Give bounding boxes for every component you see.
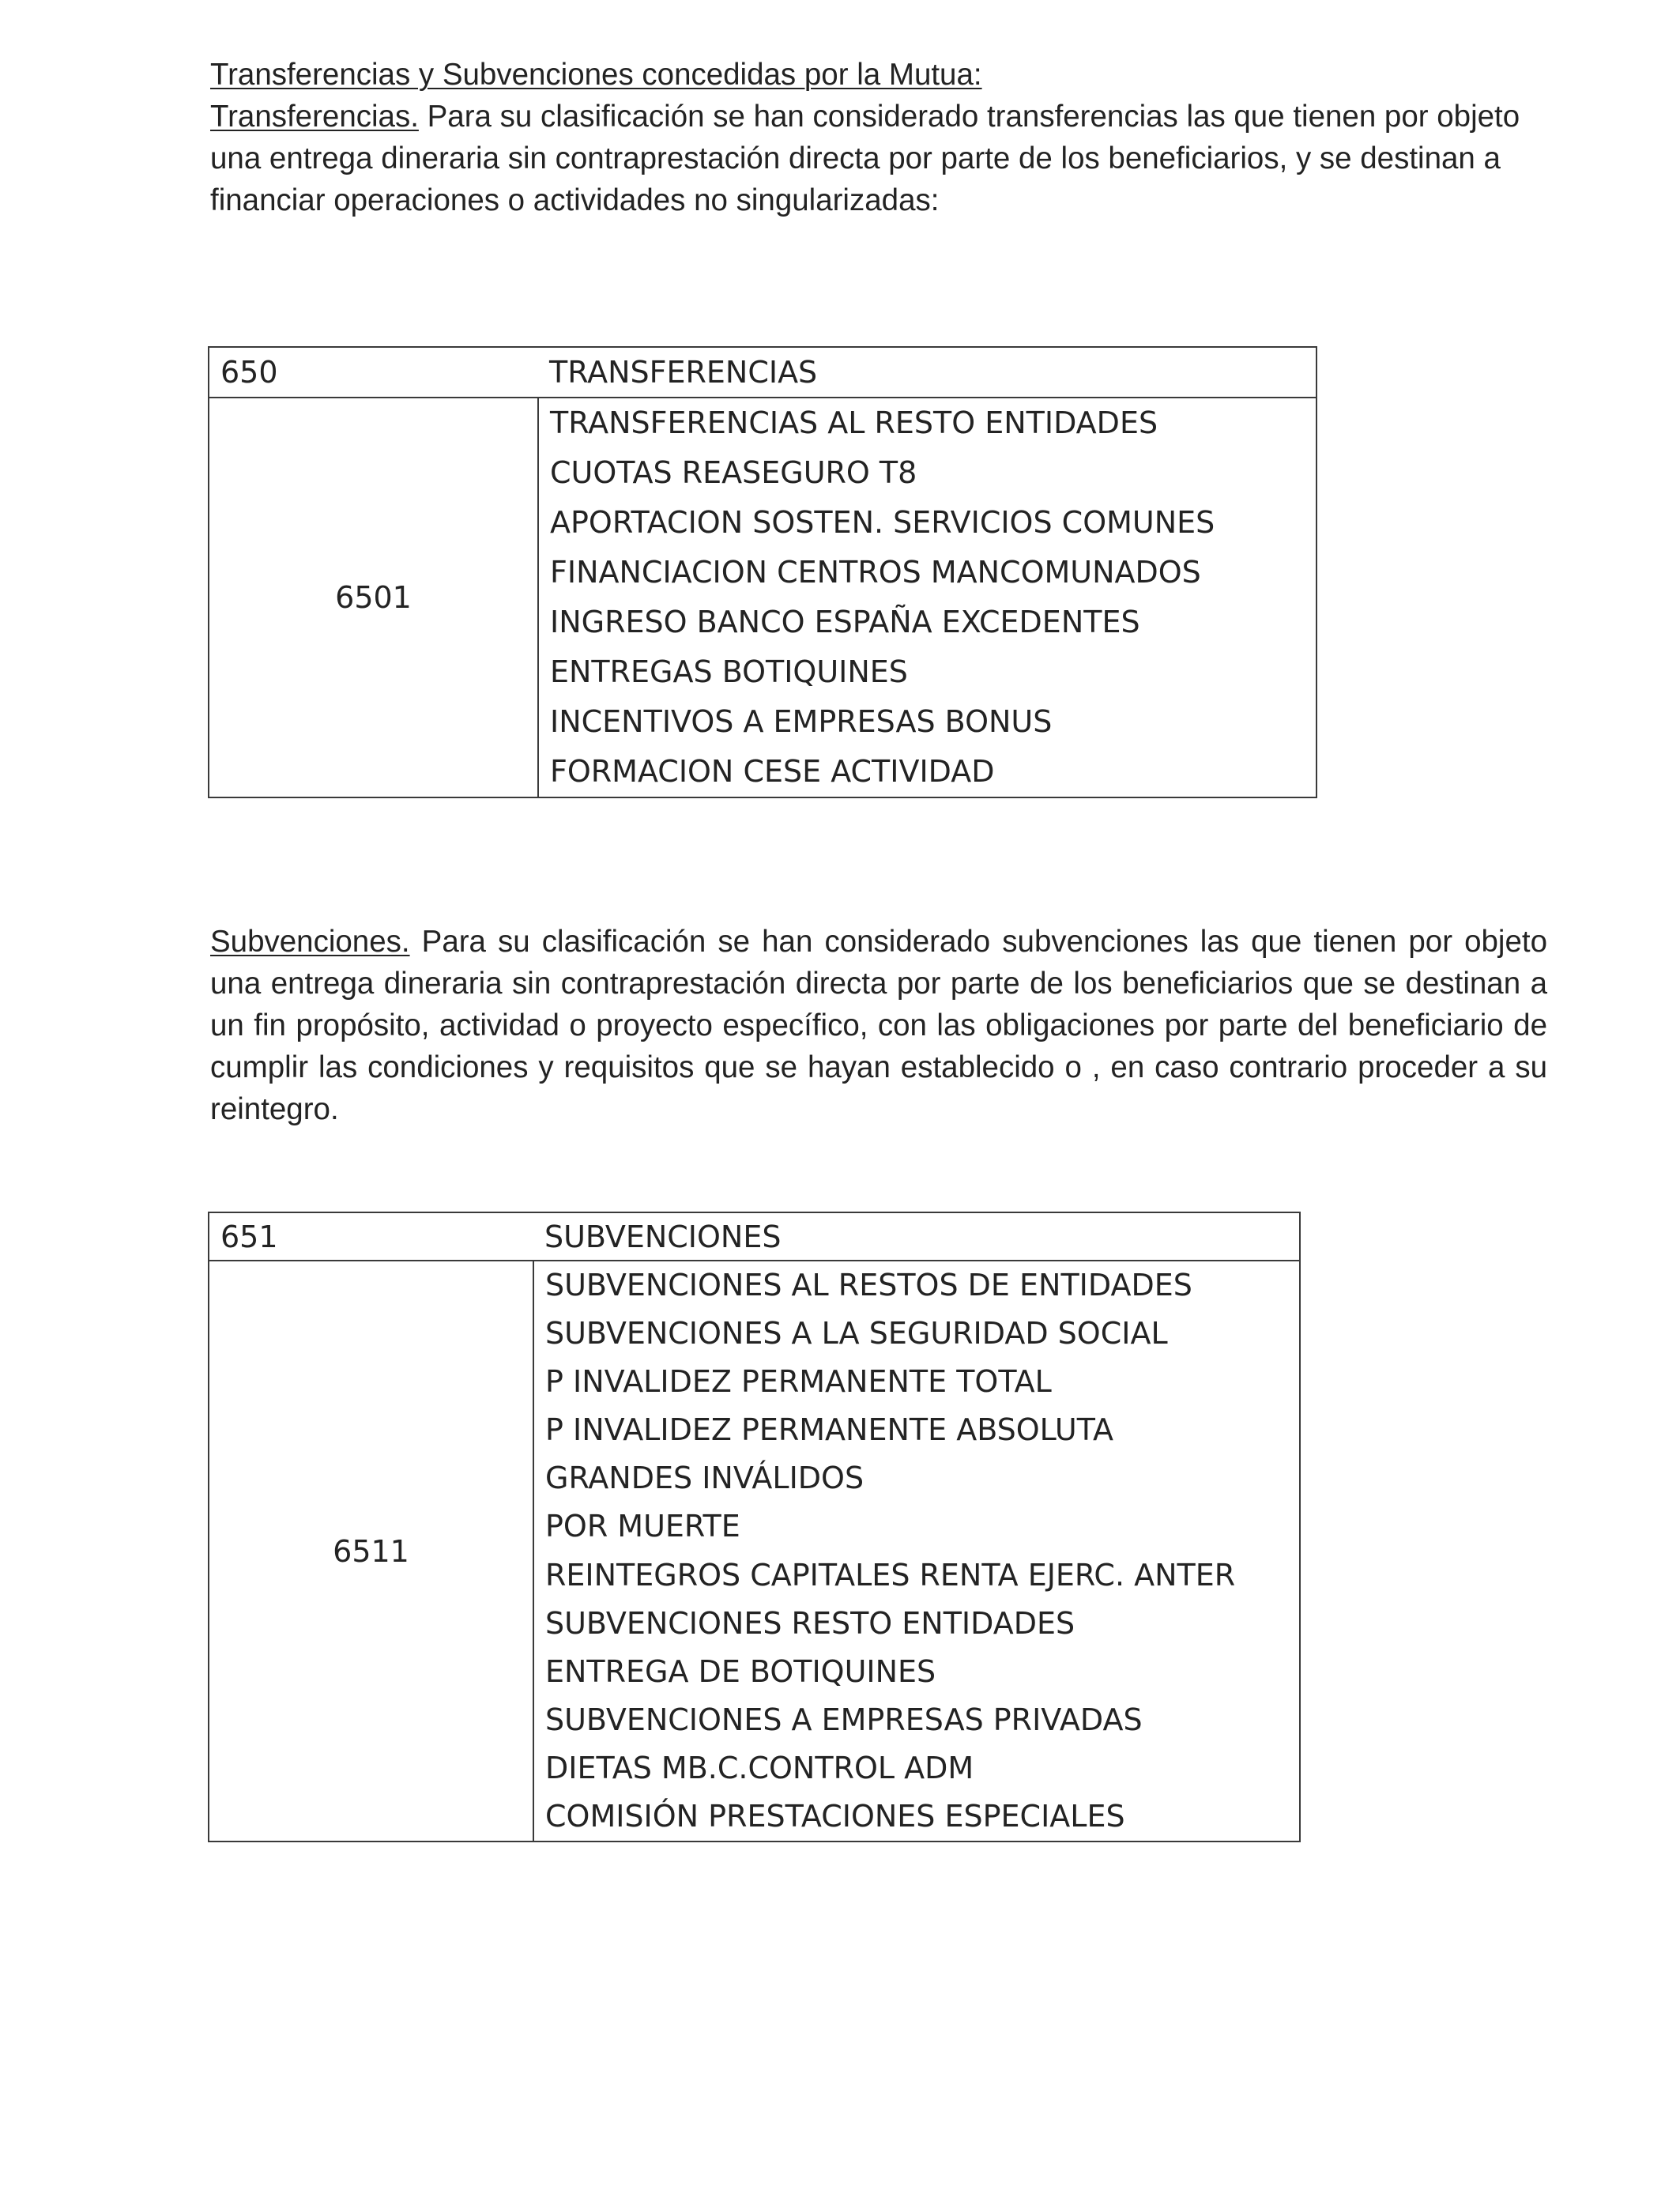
list-item: APORTACION SOSTEN. SERVICIOS COMUNES [550, 505, 1215, 540]
list-item: P INVALIDEZ PERMANENTE ABSOLUTA [545, 1412, 1113, 1448]
list-item: SUBVENCIONES A LA SEGURIDAD SOCIAL [545, 1316, 1168, 1351]
table-header-row [209, 347, 1317, 398]
subaccount-code: 6501 [209, 398, 538, 797]
account-title: TRANSFERENCIAS [538, 347, 1317, 398]
list-item: ENTREGA DE BOTIQUINES [545, 1653, 936, 1689]
account-title: SUBVENCIONES [533, 1212, 1300, 1261]
list-item: ENTREGAS BOTIQUINES [550, 654, 908, 689]
table-row [209, 398, 1317, 797]
subvenciones-table [208, 1212, 1301, 1842]
list-item: REINTEGROS CAPITALES RENTA EJERC. ANTER [545, 1557, 1236, 1593]
list-item: COMISIÓN PRESTACIONES ESPECIALES [545, 1799, 1125, 1834]
subvenciones-intro [210, 921, 1547, 1130]
list-item: SUBVENCIONES AL RESTOS DE ENTIDADES [545, 1268, 1192, 1302]
section-heading: Transferencias y Subvenciones concedidas por la Mutua: [210, 58, 982, 92]
subvenciones-description: Para su clasificación se han considerado subvenciones las que tienen por objeto una entrega dineraria sin contraprestación directa por parte de los beneficiarios que se destinan a un fin propósito, actividad o proyecto específico, con las obligaciones por parte del beneficiario de cumplir las condiciones y requisitos que se hayan establecido o , en caso contrario proceder a su reintegro. [210, 925, 1547, 1126]
subvenciones-label: Subvenciones. [210, 925, 410, 959]
concept-list [533, 1261, 1300, 1842]
list-item: GRANDES INVÁLIDOS [545, 1461, 864, 1496]
account-code: 650 [209, 347, 538, 398]
list-item: TRANSFERENCIAS AL RESTO ENTIDADES [550, 405, 1158, 440]
list-item: CUOTAS REASEGURO T8 [550, 455, 917, 490]
list-item: P INVALIDEZ PERMANENTE TOTAL [545, 1364, 1052, 1400]
list-item: INCENTIVOS A EMPRESAS BONUS [550, 704, 1053, 739]
list-item: INGRESO BANCO ESPAÑA EXCEDENTES [550, 605, 1140, 639]
list-item: POR MUERTE [545, 1509, 740, 1544]
transferencias-intro [210, 54, 1547, 221]
list-item: FINANCIACION CENTROS MANCOMUNADOS [550, 555, 1201, 590]
subaccount-code: 6511 [209, 1261, 533, 1842]
table-header-row [209, 1212, 1300, 1261]
transferencias-description: Para su clasificación se han considerado transferencias las que tienen por objeto una entrega dineraria sin contraprestación directa por parte de los beneficiarios, y se destinan a financiar operaciones o actividades no singularizadas: [210, 100, 1520, 217]
table-row [209, 1261, 1300, 1842]
list-item: SUBVENCIONES A EMPRESAS PRIVADAS [545, 1702, 1143, 1737]
list-item: DIETAS MB.C.CONTROL ADM [545, 1750, 974, 1785]
concept-list [538, 398, 1317, 797]
transferencias-label: Transferencias. [210, 100, 419, 134]
transferencias-table [208, 346, 1317, 798]
account-code: 651 [209, 1212, 533, 1261]
list-item: SUBVENCIONES RESTO ENTIDADES [545, 1605, 1075, 1641]
list-item: FORMACION CESE ACTIVIDAD [550, 754, 995, 789]
